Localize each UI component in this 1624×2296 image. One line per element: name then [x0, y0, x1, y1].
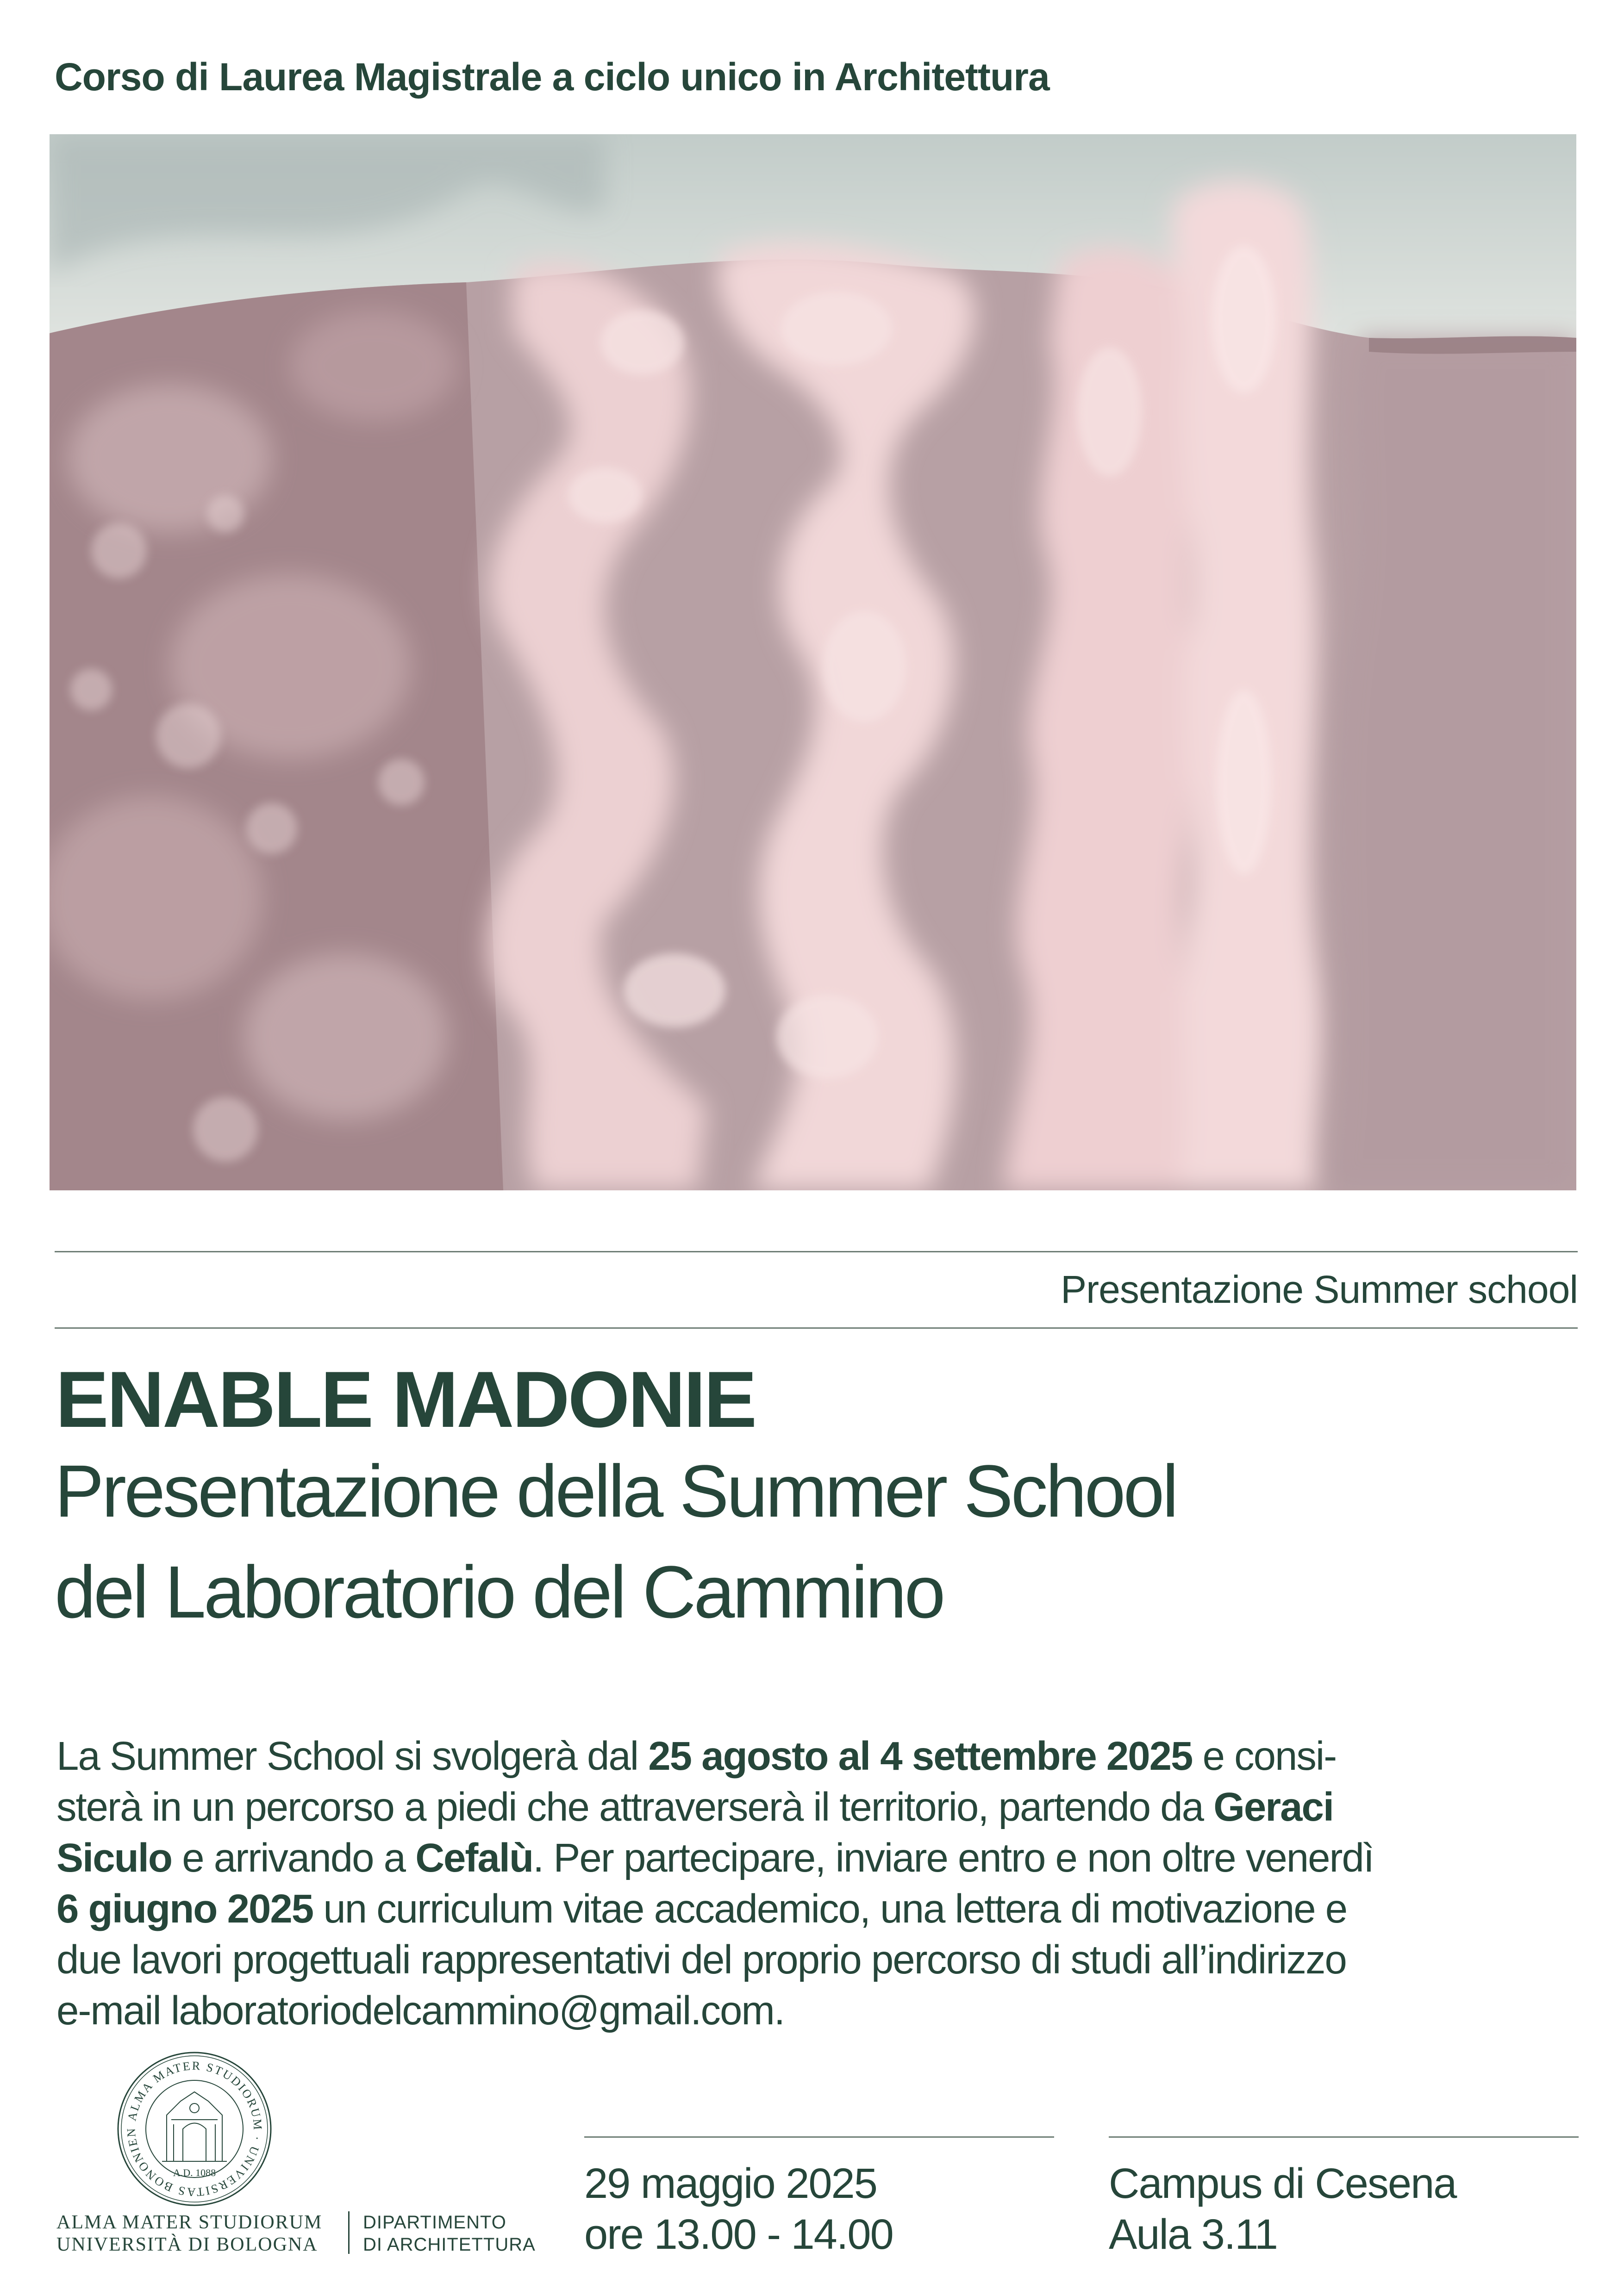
university-name	[56, 2211, 322, 2256]
svg-text:ALMA MATER STUDIORUM · UNIVERS: ALMA MATER STUDIORUM · UNIVERSITAS BONONIEN	[124, 2059, 265, 2199]
bottom-rule	[55, 1327, 1578, 1329]
university-name-line-2: UNIVERSITÀ DI BOLOGNA	[56, 2234, 318, 2255]
description-line: Siculo e arrivando a Cefalù. Per partecipare, inviare entro e non oltre venerdì	[56, 1836, 1374, 1880]
department-name-line-2: DI ARCHITETTURA	[363, 2234, 536, 2255]
seal-icon	[116, 2050, 273, 2208]
svg-text:A.D. 1088: A.D. 1088	[173, 2167, 216, 2178]
period-dates: 25 agosto al 4 settembre 2025	[648, 1734, 1193, 1779]
place-rule	[1109, 2136, 1579, 2138]
start-place: Geraci	[1213, 1785, 1334, 1829]
university-seal-logo	[116, 2050, 273, 2208]
logo-divider	[348, 2211, 350, 2254]
end-place: Cefalù	[415, 1836, 533, 1880]
date-rule	[584, 2136, 1054, 2138]
start-place-cont: Siculo	[56, 1836, 172, 1880]
event-type-label: Presentazione Summer school	[1061, 1268, 1578, 1311]
event-subtitle-line-1: Presentazione della Summer School	[55, 1450, 1177, 1532]
university-name-line-1: ALMA MATER STUDIORUM	[56, 2212, 323, 2233]
event-subtitle-line-2: del Laboratorio del Cammino	[55, 1550, 943, 1633]
department-name	[363, 2211, 536, 2256]
deadline-date: 6 giugno 2025	[56, 1886, 313, 1931]
event-time: ore 13.00 - 14.00	[584, 2211, 893, 2258]
description-line: La Summer School si svolgerà dal 25 agosto al 4 settembre 2025 e consi-	[56, 1734, 1337, 1779]
top-rule	[55, 1251, 1578, 1252]
hero-artwork	[50, 134, 1576, 1190]
event-title: ENABLE MADONIE	[56, 1355, 756, 1444]
event-date: 29 maggio 2025	[584, 2160, 877, 2207]
description-line: sterà in un percorso a piedi che attraverserà il territorio, partendo da Geraci	[56, 1785, 1334, 1829]
description-line: 6 giugno 2025 un curriculum vitae accademico, una lettera di motivazione e	[56, 1886, 1347, 1931]
description-line: due lavori progettuali rappresentativi del proprio percorso di studi all’indirizzo	[56, 1937, 1346, 1982]
description-paragraph	[56, 1731, 1575, 2036]
course-title: Corso di Laurea Magistrale a ciclo unico in Architettura	[55, 55, 1049, 99]
description-line: e-mail laboratoriodelcammino@gmail.com.	[56, 1988, 785, 2033]
event-place: Campus di Cesena	[1109, 2160, 1456, 2207]
hero-image	[50, 134, 1576, 1190]
department-name-line-1: DIPARTIMENTO	[363, 2212, 506, 2233]
event-room: Aula 3.11	[1109, 2211, 1277, 2258]
